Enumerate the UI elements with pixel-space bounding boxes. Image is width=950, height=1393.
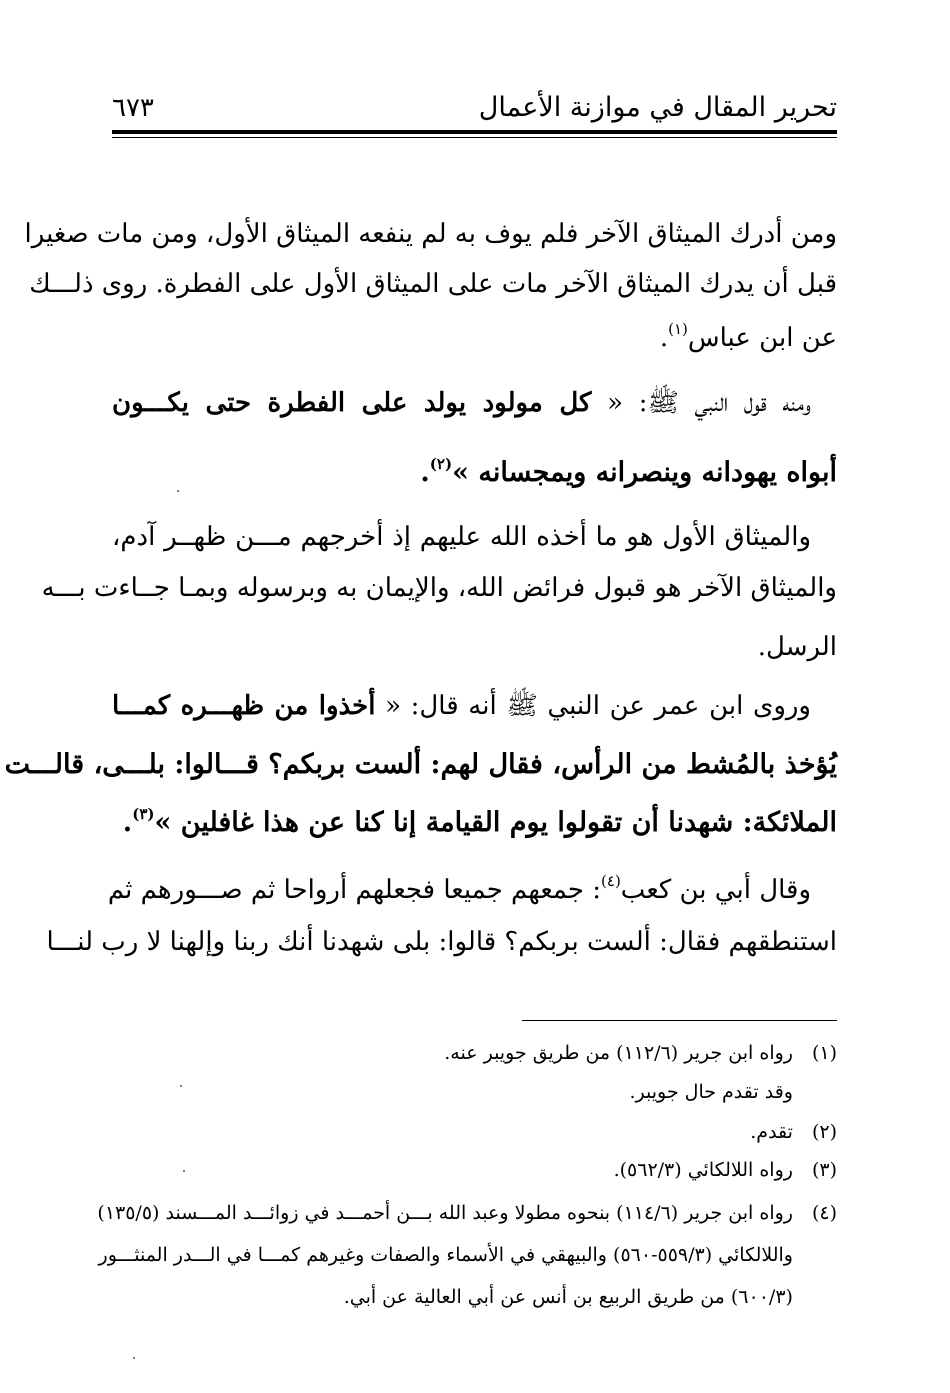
hadith-text: كل مولود يولد على الفطرة حتى يكـــون — [112, 388, 592, 418]
header-rule-thick — [112, 130, 837, 134]
hadith-line — [112, 803, 837, 843]
footnote-number: (٢) — [811, 1121, 837, 1143]
hadith-line — [112, 453, 837, 493]
body-line — [112, 686, 837, 726]
footnote — [112, 1282, 837, 1312]
footnote-text: وقد تقدم حال جويبر. — [629, 1081, 793, 1103]
footnote-ref: (٤) — [601, 872, 621, 890]
footnote — [112, 1077, 837, 1107]
body-line: والميثاق الآخر هو قبول فرائض الله، والإيمان به وبرسوله وبمـا جــاءت بـــه — [41, 573, 837, 603]
hadith-text: أخذوا من ظهـــره كمـــا — [112, 691, 376, 721]
footnote-number: (٤) — [811, 1202, 837, 1224]
hadith-text: الملائكة: شهدنا أن تقولوا يوم القيامة إنا كنا عن هذا غافلين » — [154, 807, 837, 838]
body-text: . — [420, 457, 430, 488]
scan-speck — [183, 1170, 185, 1172]
running-header — [112, 88, 837, 134]
hadith-text: أبواه يهودانه وينصرانه ويمجسانه » — [452, 457, 837, 488]
footnote-number: (١) — [811, 1042, 837, 1064]
body-text: : جمعهم جميعا فجعلهم أرواحا ثم صـــورهم ثم — [107, 875, 602, 905]
footnote-text: تقدم. — [750, 1121, 793, 1143]
body-line: ومن أدرك الميثاق الآخر فلم يوف به لم ينفعه الميثاق الأول، ومن مات صغيرا — [24, 219, 837, 249]
body-text: . — [659, 323, 669, 353]
body-line — [112, 517, 837, 557]
scan-speck — [180, 1085, 182, 1087]
footnote-text: واللالكائي (٥٥٩/٣-٥٦٠) والبيهقي في الأسماء والصفات وغيرهم كمـــا في الـــدر المنثـــور — [98, 1244, 793, 1266]
body-line — [112, 383, 837, 423]
footnote — [112, 1038, 837, 1068]
footnote-separator — [522, 1020, 837, 1021]
scan-speck — [133, 1357, 135, 1359]
body-line: قبل أن يدرك الميثاق الآخر مات على الميثاق الأول على الفطرة. روى ذلـــك — [29, 269, 837, 299]
footnote-ref: (٢) — [429, 455, 453, 473]
footnote — [112, 1155, 837, 1185]
footnote-text: (٦٠٠/٣) من طريق الربيع بن أنس عن أبي العالية عن أبي. — [343, 1286, 793, 1308]
footnote-text: رواه اللالكائي (٥٦٢/٣). — [613, 1159, 793, 1181]
body-line — [107, 870, 837, 910]
page-number: ٦٧٣ — [112, 93, 154, 123]
body-line — [112, 318, 837, 358]
footnote-ref: (١) — [668, 320, 688, 338]
body-text: عن ابن عباس — [687, 323, 837, 353]
header-rule-thin — [112, 137, 837, 138]
body-line: الرسل. — [757, 632, 837, 662]
body-text: . — [122, 807, 133, 838]
footnote-text: رواه ابن جرير (١١٤/٦) بنحوه مطولا وعبد الله بـــن أحمـــد في زوائـــد المـــسند (١٣٥/٥) — [97, 1202, 793, 1224]
body-text: وروى ابن عمر عن النبي ﷺ أنه قال: « — [375, 691, 811, 721]
scan-speck — [177, 490, 179, 492]
body-text: والميثاق الأول هو ما أخذه الله عليهم إذ أخرجهم مـــن ظهــر آدم، — [112, 522, 811, 552]
footnote — [97, 1198, 837, 1228]
footnote-ref: (٣) — [132, 805, 155, 823]
footnote — [112, 1117, 837, 1147]
footnote-number: (٣) — [811, 1159, 837, 1181]
hadith-line: يُؤخذ بالمُشط من الرأس، فقال لهم: ألست بربكم؟ قـــالوا: بلـــى، قالـــت — [4, 749, 837, 780]
footnote-text: رواه ابن جرير (١١٢/٦) من طريق جويبر عنه. — [444, 1042, 793, 1064]
book-title: تحرير المقال في موازنة الأعمال — [478, 92, 837, 123]
body-line: استنطقهم فقال: ألست بربكم؟ قالوا: بلى شهدنا أنك ربنا وإلهنا لا رب لنـــا — [46, 927, 837, 957]
body-text: ومنه قول النبي ﷺ: « — [591, 388, 811, 418]
body-text: وقال أبي بن كعب — [620, 875, 811, 905]
footnote — [98, 1240, 837, 1270]
